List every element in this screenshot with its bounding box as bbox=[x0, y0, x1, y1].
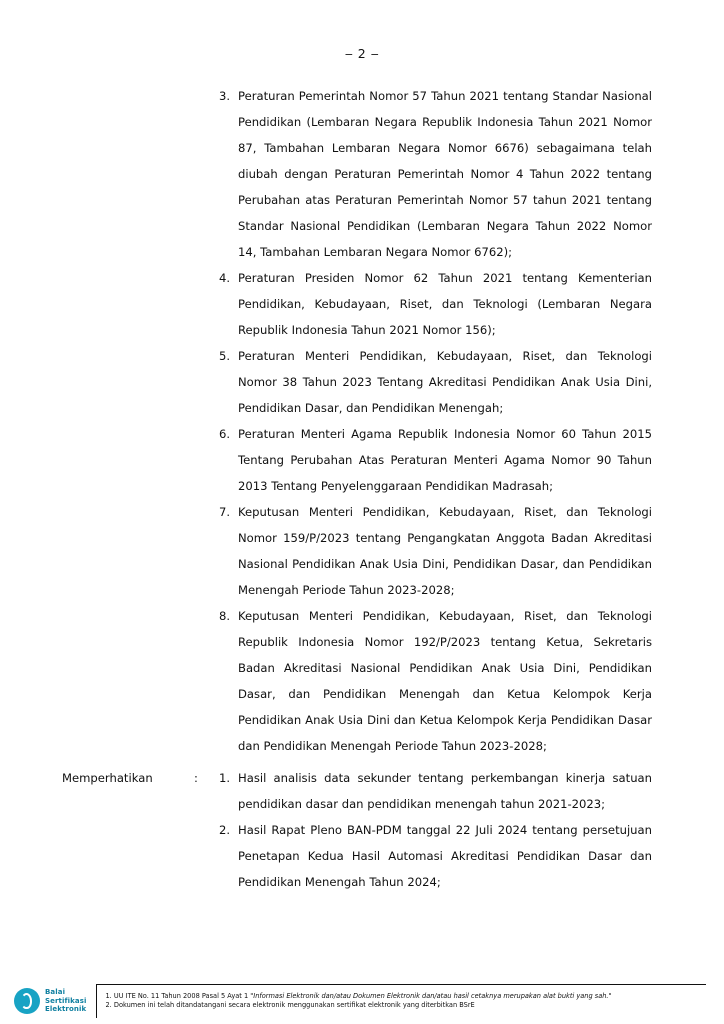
page-number: ‒ 2 ‒ bbox=[344, 46, 380, 61]
list-item bbox=[208, 603, 652, 759]
list-item-text: Hasil Rapat Pleno BAN-PDM tanggal 22 Juli 2024 tentang persetujuan Penetapan Kedua Hasil Automasi Akreditasi Pendidikan Dasar dan Pendidikan Menengah Tahun 2024; bbox=[238, 823, 652, 889]
memperhatikan-colon: : bbox=[194, 771, 198, 785]
memperhatikan-list bbox=[208, 765, 652, 895]
footer-divider bbox=[96, 984, 97, 1018]
list-item-text: Keputusan Menteri Pendidikan, Kebudayaan, Riset, dan Teknologi Republik Indonesia Nomor 192/P/2023 tentang Ketua, Sekretaris Badan Akreditasi Nasional Pendidikan Anak Usia Dini, Pendidikan Dasar, dan Pendidikan Menengah dan Ketua Kelompok Kerja Pendidikan Anak Usia Dini dan Ketua Kelompok Kerja Pendidikan Dasar dan Pendidikan Menengah Periode Tahun 2023-2028; bbox=[238, 609, 652, 753]
legal-basis-list bbox=[208, 83, 652, 759]
list-item bbox=[208, 265, 652, 343]
document-body bbox=[0, 83, 724, 895]
list-item-number: 8. bbox=[218, 609, 230, 623]
list-item-text: Peraturan Menteri Agama Republik Indonesia Nomor 60 Tahun 2015 Tentang Perubahan Atas Peraturan Menteri Agama Nomor 90 Tahun 2013 Tentang Penyelenggaraan Pendidikan Madrasah; bbox=[238, 427, 652, 493]
bsre-logo-group bbox=[14, 988, 86, 1014]
footer-note-1-italic: "Informasi Elektronik dan/atau Dokumen Elektronik dan/atau hasil cetaknya merupakan alat bukti yang sah." bbox=[250, 991, 612, 1000]
list-item-text: Peraturan Menteri Pendidikan, Kebudayaan, Riset, dan Teknologi Nomor 38 Tahun 2023 Tentang Akreditasi Pendidikan Anak Usia Dini, Pendidikan Dasar, dan Pendidikan Menengah; bbox=[238, 349, 652, 415]
footer-note-2: 2. Dokumen ini telah ditandatangani secara elektronik menggunakan sertifikat elektronik yang diterbitkan BSrE bbox=[105, 1001, 475, 1009]
bsre-logo-line-2: Sertifikasi bbox=[45, 996, 87, 1005]
list-item-number: 1. bbox=[218, 771, 230, 785]
footer bbox=[0, 978, 724, 1024]
legal-basis-block bbox=[62, 83, 652, 759]
memperhatikan-label: Memperhatikan bbox=[62, 771, 153, 785]
list-item-text: Keputusan Menteri Pendidikan, Kebudayaan, Riset, dan Teknologi Nomor 159/P/2023 tentang Pengangkatan Anggota Badan Akreditasi Nasional Pendidikan Anak Usia Dini, Pendidikan Dasar, dan Pendidikan Menengah Periode Tahun 2023-2028; bbox=[238, 505, 652, 597]
list-item-number: 6. bbox=[218, 427, 230, 441]
footer-rule bbox=[96, 984, 706, 985]
list-item bbox=[208, 765, 652, 817]
list-item bbox=[208, 499, 652, 603]
list-item bbox=[208, 421, 652, 499]
footer-note-1 bbox=[105, 992, 706, 1002]
list-item-number: 7. bbox=[218, 505, 230, 519]
footer-note-1-prefix: 1. UU ITE No. 11 Tahun 2008 Pasal 5 Ayat 1 bbox=[105, 991, 251, 1000]
list-item bbox=[208, 343, 652, 421]
list-item-number: 3. bbox=[218, 89, 230, 103]
list-item-text: Peraturan Presiden Nomor 62 Tahun 2021 tentang Kementerian Pendidikan, Kebudayaan, Riset, dan Teknologi (Lembaran Negara Republik Indonesia Tahun 2021 Nomor 156); bbox=[238, 271, 652, 337]
list-item bbox=[208, 83, 652, 265]
bsre-logo-icon bbox=[14, 988, 40, 1014]
memperhatikan-block bbox=[62, 765, 652, 895]
bsre-logo-text bbox=[45, 988, 86, 1014]
list-item-text: Peraturan Pemerintah Nomor 57 Tahun 2021 tentang Standar Nasional Pendidikan (Lembaran Negara Republik Indonesia Tahun 2021 Nomor 87, Tambahan Lembaran Negara Nomor 6676) sebagaimana telah diubah dengan Peraturan Pemerintah Nomor 4 Tahun 2022 tentang Perubahan atas Peraturan Pemerintah Nomor 57 tahun 2021 tentang Standar Nasional Pendidikan (Lembaran Negara Tahun 2022 Nomor 14, Tambahan Lembaran Negara Nomor 6762); bbox=[238, 89, 652, 259]
list-item-text: Hasil analisis data sekunder tentang perkembangan kinerja satuan pendidikan dasar dan pendidikan menengah tahun 2021-2023; bbox=[238, 771, 652, 811]
bsre-logo-line-1: Balai bbox=[45, 988, 66, 997]
list-item bbox=[208, 817, 652, 895]
bsre-logo-line-3: Elektronik bbox=[45, 1005, 87, 1014]
list-item-number: 2. bbox=[218, 823, 230, 837]
list-item-number: 5. bbox=[218, 349, 230, 363]
list-item-number: 4. bbox=[218, 271, 230, 285]
footer-notes bbox=[105, 992, 706, 1011]
